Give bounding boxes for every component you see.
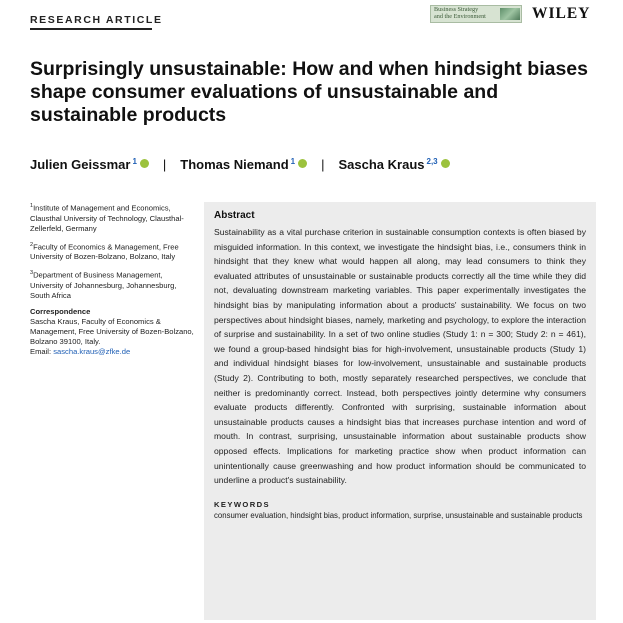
affiliation-text: Institute of Management and Economics, Clausthal University of Technology, Clausthal-Zellerfeld, Germany: [30, 203, 184, 233]
author-name: Julien Geissmar: [30, 157, 131, 172]
affiliation-number: 3: [30, 270, 34, 277]
abstract-box: [204, 202, 596, 620]
author-1[interactable]: [30, 157, 149, 172]
article-type-label: RESEARCH ARTICLE: [30, 14, 163, 26]
journal-logo-line1: Business Strategy: [434, 6, 479, 14]
author-affil-ref[interactable]: 1: [290, 157, 296, 166]
affiliation: [30, 201, 195, 234]
journal-logo[interactable]: [430, 5, 522, 23]
author-name: Sascha Kraus: [338, 157, 425, 172]
author-list: [30, 157, 600, 172]
abstract-heading: Abstract: [214, 210, 255, 221]
keywords-heading: KEYWORDS: [214, 499, 270, 509]
orcid-icon[interactable]: [140, 159, 149, 168]
abstract-text: Sustainability as a vital purchase criterion in sustainable consumption contexts is often biased by misguided information. In this context, we investigate the hindsight bias, i.e., consumers think in hindsight that they knew what would happen all along, may lead consumers to think they evaluated attributes of unsustainable or sustainable products correctly all the time while they did not, devaluating downstream marketing variables. This paper experimentally investigates the hindsight bias by manipulating information about a products' sustainability. We focus on two perspectives about hindsight biases, namely, marketing and psychology, to explore the interaction of surprise and sustainability. In a set of two online studies (Study 1: n = 300; Study 2: n = 461), we found a group-based hindsight bias for high-involvement, unsustainable products (Study 1) and individual hindsight biases for low-involvement, unsustainable and sustainable products (Study 2). Contributing to both, mostly separately researched perspectives, we conclude that neither is predominantly correct. Instead, both perspectives jointly determine why consumers evaluate products differently. Confronted with surprising, sustainable information about unsustainable products causes a hindsight bias that increases purchase intention and word of mouth. In contrast, surprising, unsustainable information about sustainable products show opposed effects. Implications for marketing practice show when product information can unintentionally cause greenwashing and how product information should be communicated to underline a product's sustainability.: [214, 227, 586, 486]
author-separator: |: [162, 157, 167, 172]
article-title: Surprisingly unsustainable: How and when hindsight biases shape consumer evaluations of unsustainable and sustainable products: [30, 58, 588, 126]
author-affil-ref[interactable]: 1: [132, 157, 137, 166]
author-separator: |: [321, 157, 325, 172]
affiliation: [30, 240, 195, 263]
author-name: Thomas Niemand: [180, 157, 289, 172]
keywords-text: consumer evaluation, hindsight bias, product information, surprise, unsustainable and sustainable products: [214, 510, 583, 520]
affiliation: [30, 268, 195, 301]
author-affil-ref[interactable]: 2,3: [426, 157, 438, 166]
orcid-icon[interactable]: [441, 159, 450, 168]
journal-logo-line2: and the Environment: [434, 13, 486, 20]
affiliation-text: Faculty of Economics & Management, Free University of Bozen-Bolzano, Bolzano, Italy: [30, 242, 179, 262]
email-label: Email:: [30, 346, 52, 356]
affiliation-number: 1: [30, 203, 34, 209]
correspondence-text: Sascha Kraus, Faculty of Economics & Management, Free University of Bozen-Bolzano, Bolzano 39100, Italy.: [30, 316, 194, 346]
affiliations-column: [30, 201, 195, 357]
correspondence-heading: Correspondence: [30, 306, 91, 316]
header-rule: [30, 28, 152, 30]
correspondence-email: [30, 347, 195, 357]
email-link[interactable]: sascha.kraus@zfke.de: [53, 346, 131, 356]
author-2[interactable]: [180, 157, 307, 172]
affiliation-text: Department of Business Management, University of Johannesburg, Johannesburg, South Africa: [30, 270, 177, 300]
publisher-logo[interactable]: WILEY: [532, 5, 591, 22]
affiliation-number: 2: [30, 241, 34, 248]
journal-logo-mark-icon: [500, 8, 520, 20]
author-3[interactable]: [339, 157, 450, 172]
orcid-icon[interactable]: [298, 159, 307, 168]
